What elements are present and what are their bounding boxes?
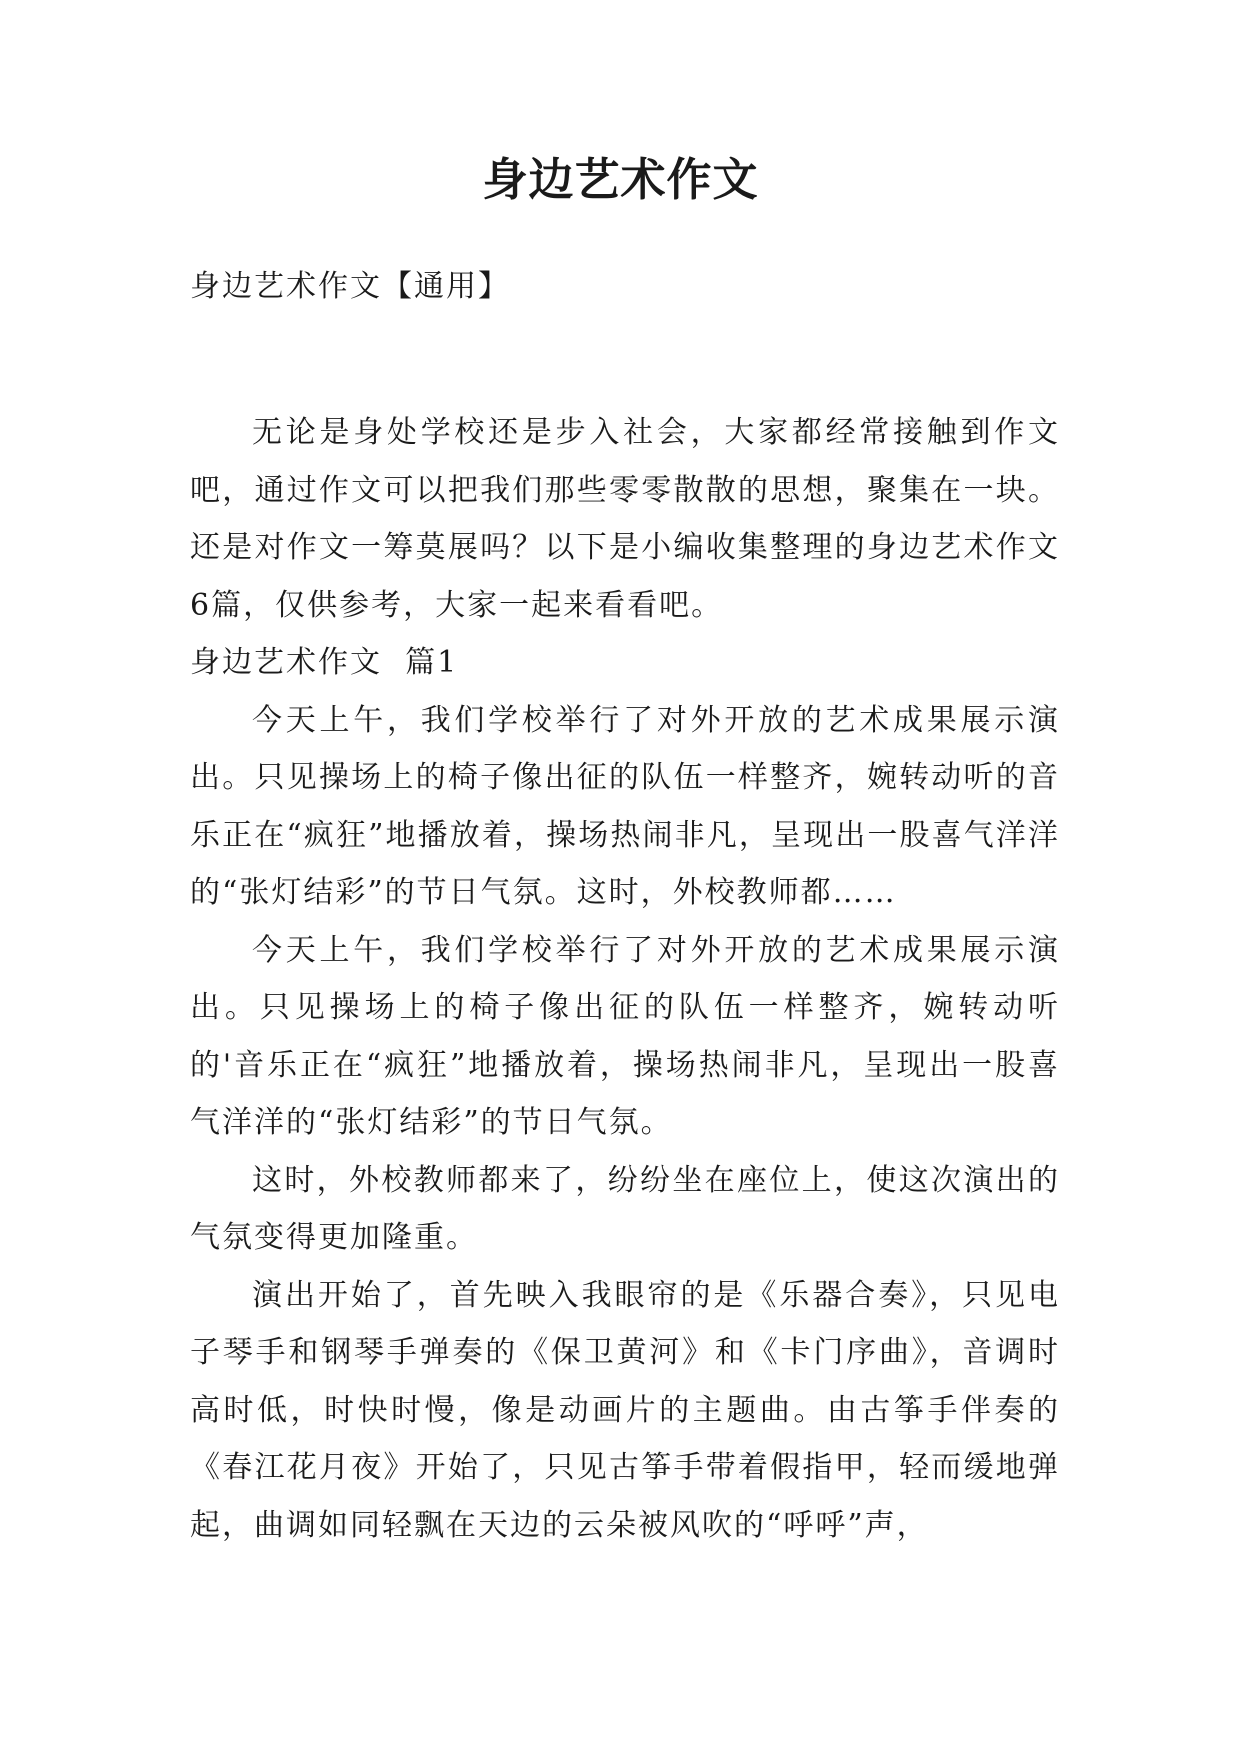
- body-paragraph: 演出开始了，首先映入我眼帘的是《乐器合奏》，只见电子琴手和钢琴手弹奏的《保卫黄河》和《卡门序曲》，音调时高时低，时快时慢，像是动画片的主题曲。由古筝手伴奏的《春江花月夜》开始了，只见古筝手带着假指甲，轻而缓地弹起，曲调如同轻飘在天边的云朵被风吹的“呼呼”声，: [190, 1277, 1060, 1543]
- document-body: [190, 404, 1060, 1554]
- document-title: 身边艺术作文: [482, 153, 759, 206]
- document-subtitle: 身边艺术作文【通用】: [190, 269, 510, 304]
- intro-paragraph: 无论是身处学校还是步入社会，大家都经常接触到作文吧，通过作文可以把我们那些零零散散的思想，聚集在一块。还是对作文一筹莫展吗？以下是小编收集整理的身边艺术作文6篇，仅供参考，大家一起来看看吧。: [190, 415, 1060, 623]
- body-paragraph: 今天上午，我们学校举行了对外开放的艺术成果展示演出。只见操场上的椅子像出征的队伍一样整齐，婉转动听的音乐正在“疯狂”地播放着，操场热闹非凡，呈现出一股喜气洋洋的“张灯结彩”的节日气氛。这时，外校教师都……: [190, 702, 1060, 910]
- body-paragraph: 这时，外校教师都来了，纷纷坐在座位上，使这次演出的气氛变得更加隆重。: [190, 1162, 1060, 1255]
- section-heading: 身边艺术作文 篇1: [190, 645, 459, 680]
- body-paragraph: 今天上午，我们学校举行了对外开放的艺术成果展示演出。只见操场上的椅子像出征的队伍一样整齐，婉转动听的'音乐正在“疯狂”地播放着，操场热闹非凡，呈现出一股喜气洋洋的“张灯结彩”的节日气氛。: [190, 932, 1060, 1140]
